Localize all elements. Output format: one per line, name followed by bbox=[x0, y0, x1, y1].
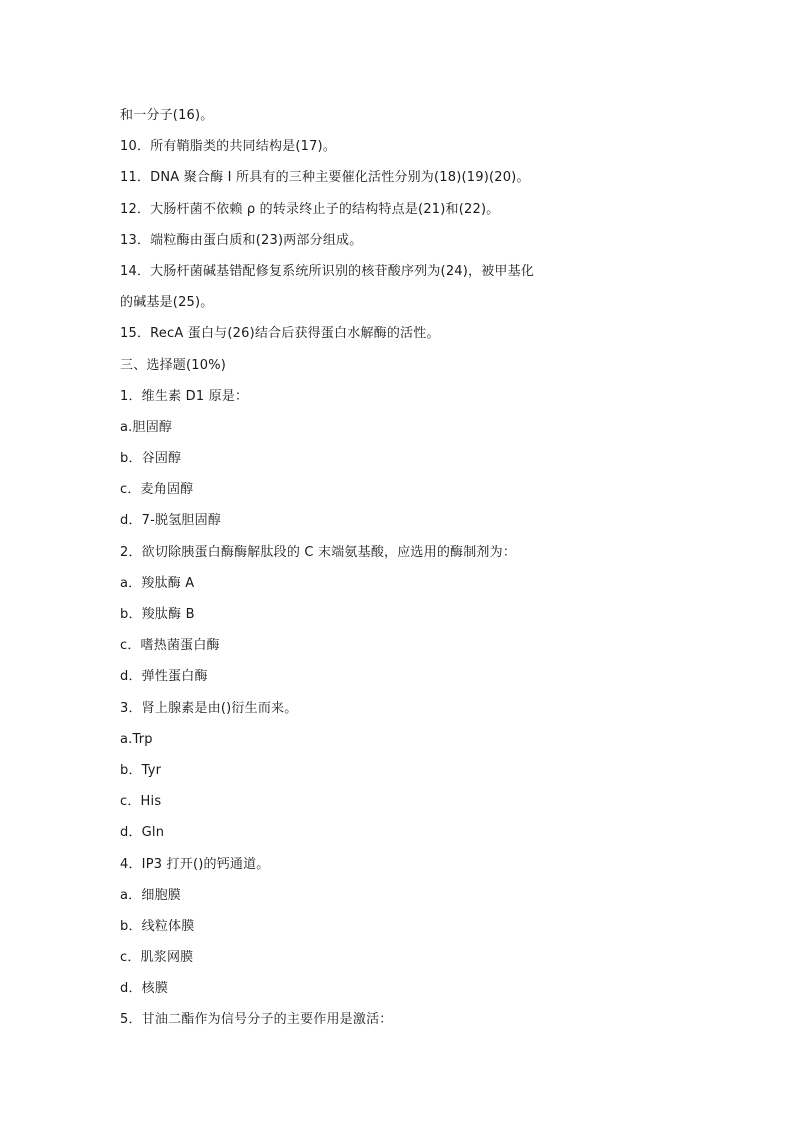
choice-option: a.Trp bbox=[120, 731, 153, 747]
choice-option: d．弹性蛋白酶 bbox=[120, 669, 208, 685]
choice-question-1: 1．维生素 D1 原是： bbox=[120, 388, 249, 404]
choice-option: a.胆固醇 bbox=[120, 419, 173, 435]
choice-option: d．核膜 bbox=[120, 981, 169, 997]
choice-option: b．谷固醇 bbox=[120, 451, 182, 467]
choice-option: b．Tyr bbox=[120, 762, 162, 778]
fill-blank-question-14: 14．大肠杆菌碱基错配修复系统所识别的核苷酸序列为(24)，被甲基化 bbox=[120, 263, 535, 279]
choice-option: c．His bbox=[120, 794, 162, 810]
fill-blank-question-15: 15．RecA 蛋白与(26)结合后获得蛋白水解酶的活性。 bbox=[120, 326, 440, 342]
choice-option: a．细胞膜 bbox=[120, 887, 181, 903]
choice-question-4: 4．IP3 打开()的钙通道。 bbox=[120, 856, 270, 872]
choice-question-5: 5．甘油二酯作为信号分子的主要作用是激活： bbox=[120, 1012, 393, 1028]
fill-blank-question-10: 10．所有鞘脂类的共同结构是(17)。 bbox=[120, 139, 337, 155]
fill-blank-question-11: 11．DNA 聚合酶 I 所具有的三种主要催化活性分别为(18)(19)(20)。 bbox=[120, 170, 530, 186]
choice-option: b．线粒体膜 bbox=[120, 918, 195, 934]
choice-question-3: 3．肾上腺素是由()衍生而来。 bbox=[120, 700, 298, 716]
fill-blank-question-14-continued: 的碱基是(25)。 bbox=[120, 295, 214, 311]
fill-blank-question-12: 12．大肠杆菌不依赖 ρ 的转录终止子的结构特点是(21)和(22)。 bbox=[120, 201, 500, 217]
document-body bbox=[120, 100, 680, 1036]
choice-option: c．麦角固醇 bbox=[120, 482, 194, 498]
choice-option: b．羧肽酶 B bbox=[120, 607, 195, 622]
choice-option: a．羧肽酶 A bbox=[120, 575, 195, 591]
section-heading-multiple-choice: 三、选择题(10%) bbox=[120, 357, 227, 373]
choice-question-2: 2．欲切除胰蛋白酶酶解肽段的 C 末端氨基酸，应选用的酶制剂为： bbox=[120, 544, 517, 560]
choice-option: c．嗜热菌蛋白酶 bbox=[120, 638, 220, 654]
choice-option: d．7-脱氢胆固醇 bbox=[120, 513, 222, 529]
continued-question-line: 和一分子(16)。 bbox=[120, 108, 214, 123]
choice-option: d．Gln bbox=[120, 825, 165, 841]
fill-blank-question-13: 13．端粒酶由蛋白质和(23)两部分组成。 bbox=[120, 232, 363, 248]
choice-option: c．肌浆网膜 bbox=[120, 950, 194, 966]
